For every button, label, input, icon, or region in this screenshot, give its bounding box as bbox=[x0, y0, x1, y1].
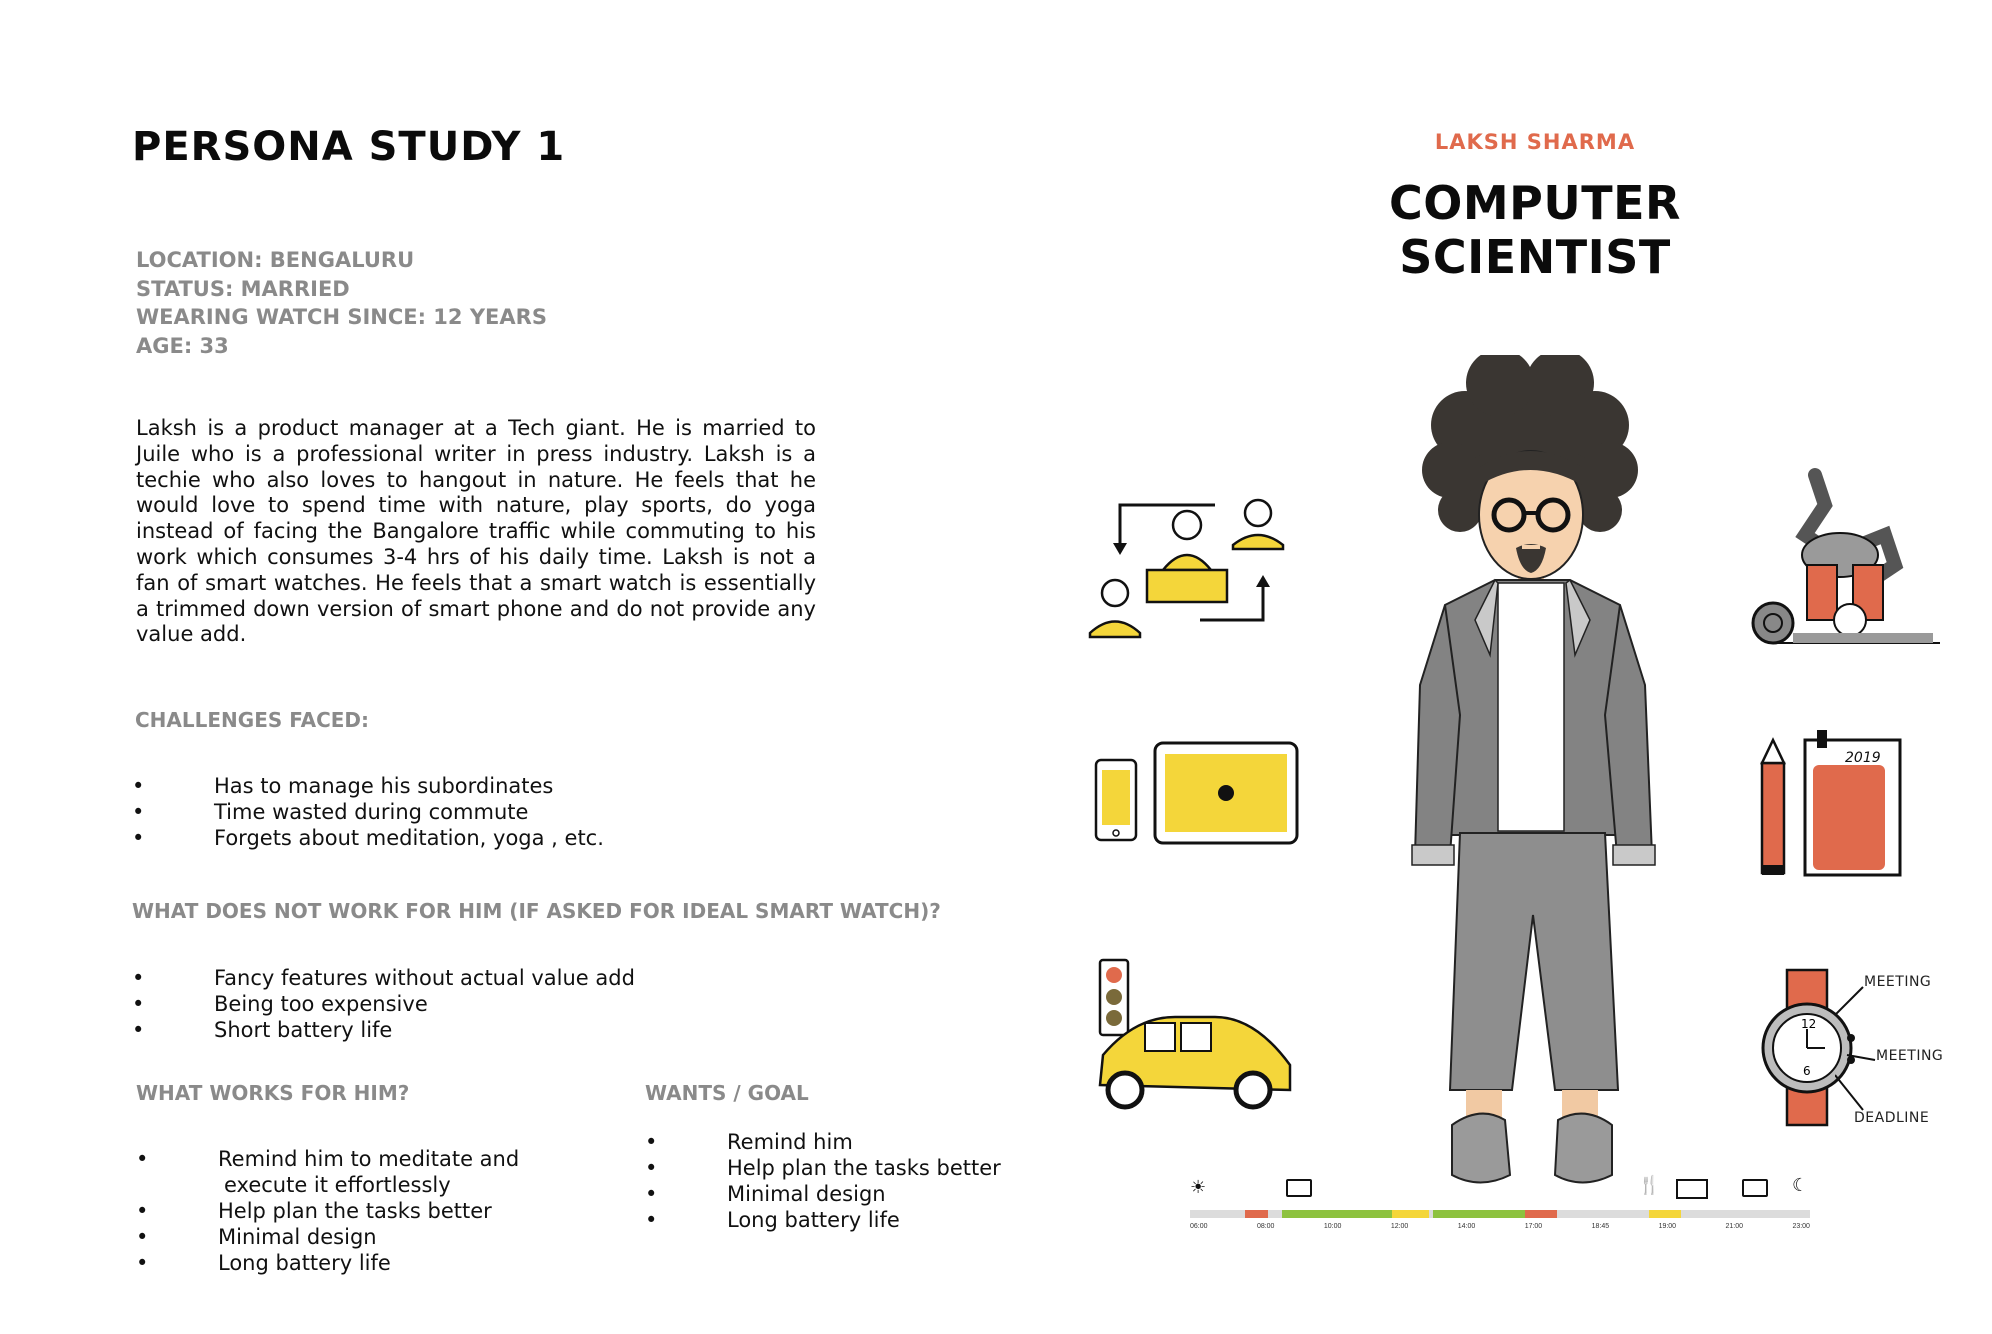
list-item: • Time wasted during commute bbox=[132, 799, 604, 825]
yoga-icon bbox=[1745, 465, 1945, 650]
timeline-bar bbox=[1190, 1210, 1810, 1218]
devices-icon bbox=[1093, 740, 1303, 850]
timeline-tick: 10:00 bbox=[1323, 1223, 1342, 1230]
watch-label-deadline: DEADLINE bbox=[1854, 1110, 1930, 1126]
list-item: • Minimal design bbox=[136, 1224, 519, 1250]
timeline-tick: 06:00 bbox=[1190, 1223, 1208, 1230]
team-collaboration-icon bbox=[1085, 485, 1300, 645]
diary-year: 2019 bbox=[1845, 750, 1881, 766]
timeline-segment bbox=[1268, 1210, 1282, 1218]
cutlery-icon: 🍴 bbox=[1638, 1175, 1661, 1195]
bio-paragraph: Laksh is a product manager at a Tech giant. He is married to Juile who is a professional writer in press industry. Laksh is a techie who also loves to hangout in nature. He feels that he would love to spend time with nature, play sports, do yoga instead of facing the Bangalore traffic while commuting to his work which consumes 3-4 hrs of his daily time. Laksh is not a fan of smart watches. He feels that a smart watch is essentially a trimmed down version of smart phone and do not provide any value add. bbox=[136, 416, 816, 647]
moon-icon: ☾ bbox=[1792, 1175, 1809, 1195]
list-item-continued: execute it effortlessly bbox=[224, 1173, 451, 1197]
timeline-tick: 12:00 bbox=[1390, 1223, 1409, 1230]
timeline-segment bbox=[1282, 1210, 1392, 1218]
timeline-segment bbox=[1190, 1210, 1245, 1218]
list-item: • Forgets about meditation, yoga , etc. bbox=[132, 825, 604, 851]
timeline-tick: 19:00 bbox=[1658, 1223, 1677, 1230]
laptop-icon bbox=[1286, 1179, 1312, 1197]
list-item: • Has to manage his subordinates bbox=[132, 773, 604, 799]
shoe-left bbox=[1452, 1114, 1510, 1183]
challenges-heading: CHALLENGES FACED: bbox=[135, 708, 370, 732]
list-item: • Minimal design bbox=[645, 1181, 1001, 1207]
timeline-segment bbox=[1392, 1210, 1429, 1218]
timeline-segment bbox=[1245, 1210, 1268, 1218]
list-item: • Long battery life bbox=[136, 1250, 519, 1276]
list-item: • Remind him bbox=[645, 1129, 1001, 1155]
persona-role: COMPUTER SCIENTIST bbox=[1389, 176, 1681, 284]
persona-name: LAKSH SHARMA bbox=[1434, 130, 1636, 154]
shoe-right bbox=[1555, 1114, 1612, 1183]
works-list bbox=[136, 1146, 519, 1276]
timeline-segment bbox=[1525, 1210, 1557, 1218]
list-item: • Being too expensive bbox=[132, 991, 635, 1017]
watch-label-meeting-1: MEETING bbox=[1864, 974, 1932, 990]
location-text: LOCATION: BENGALURU bbox=[136, 248, 415, 272]
diary-pencil-icon bbox=[1757, 725, 1907, 880]
wants-heading: WANTS / GOAL bbox=[645, 1081, 809, 1105]
character-illustration bbox=[1370, 355, 1690, 1195]
timeline-segment bbox=[1433, 1210, 1525, 1218]
challenges-list bbox=[132, 773, 604, 851]
wearing-watch-text: WEARING WATCH SINCE: 12 YEARS bbox=[136, 305, 547, 329]
timeline-tick: 23:00 bbox=[1792, 1223, 1810, 1230]
timeline-ticks bbox=[1190, 1223, 1810, 1235]
list-item: • Remind him to meditate and bbox=[136, 1146, 519, 1172]
works-heading: WHAT WORKS FOR HIM? bbox=[136, 1081, 410, 1105]
watch-dial-6: 6 bbox=[1803, 1064, 1811, 1078]
wants-list bbox=[645, 1129, 1001, 1233]
list-item: • Help plan the tasks better bbox=[136, 1198, 519, 1224]
timeline-tick: 17:00 bbox=[1524, 1223, 1543, 1230]
timeline-segment bbox=[1681, 1210, 1810, 1218]
watch-label-meeting-2: MEETING bbox=[1876, 1048, 1944, 1064]
timeline-tick: 21:00 bbox=[1725, 1223, 1744, 1230]
persona-meta bbox=[136, 246, 547, 360]
daily-timeline bbox=[1190, 1175, 1812, 1235]
list-item: • Long battery life bbox=[645, 1207, 1001, 1233]
timeline-tick: 14:00 bbox=[1457, 1223, 1476, 1230]
timeline-tick: 08:00 bbox=[1256, 1223, 1275, 1230]
timeline-segment bbox=[1557, 1210, 1649, 1218]
list-item: • Fancy features without actual value add bbox=[132, 965, 635, 991]
timeline-tick: 18:45 bbox=[1591, 1223, 1610, 1230]
list-item: • Short battery life bbox=[132, 1017, 635, 1043]
timeline-segment bbox=[1649, 1210, 1681, 1218]
whiteboard-icon bbox=[1676, 1179, 1708, 1199]
watch-dial-12: 12 bbox=[1801, 1017, 1817, 1031]
sun-icon: ☀ bbox=[1190, 1177, 1207, 1197]
list-item: • Help plan the tasks better bbox=[645, 1155, 1001, 1181]
not-work-heading: WHAT DOES NOT WORK FOR HIM (IF ASKED FOR IDEAL SMART WATCH)? bbox=[132, 899, 941, 923]
laptop-icon bbox=[1742, 1179, 1768, 1197]
traffic-car-icon bbox=[1095, 955, 1295, 1110]
status-text: STATUS: MARRIED bbox=[136, 276, 350, 301]
not-work-list bbox=[132, 965, 635, 1043]
age-text: AGE: 33 bbox=[136, 333, 229, 358]
page-title: PERSONA STUDY 1 bbox=[132, 124, 566, 170]
